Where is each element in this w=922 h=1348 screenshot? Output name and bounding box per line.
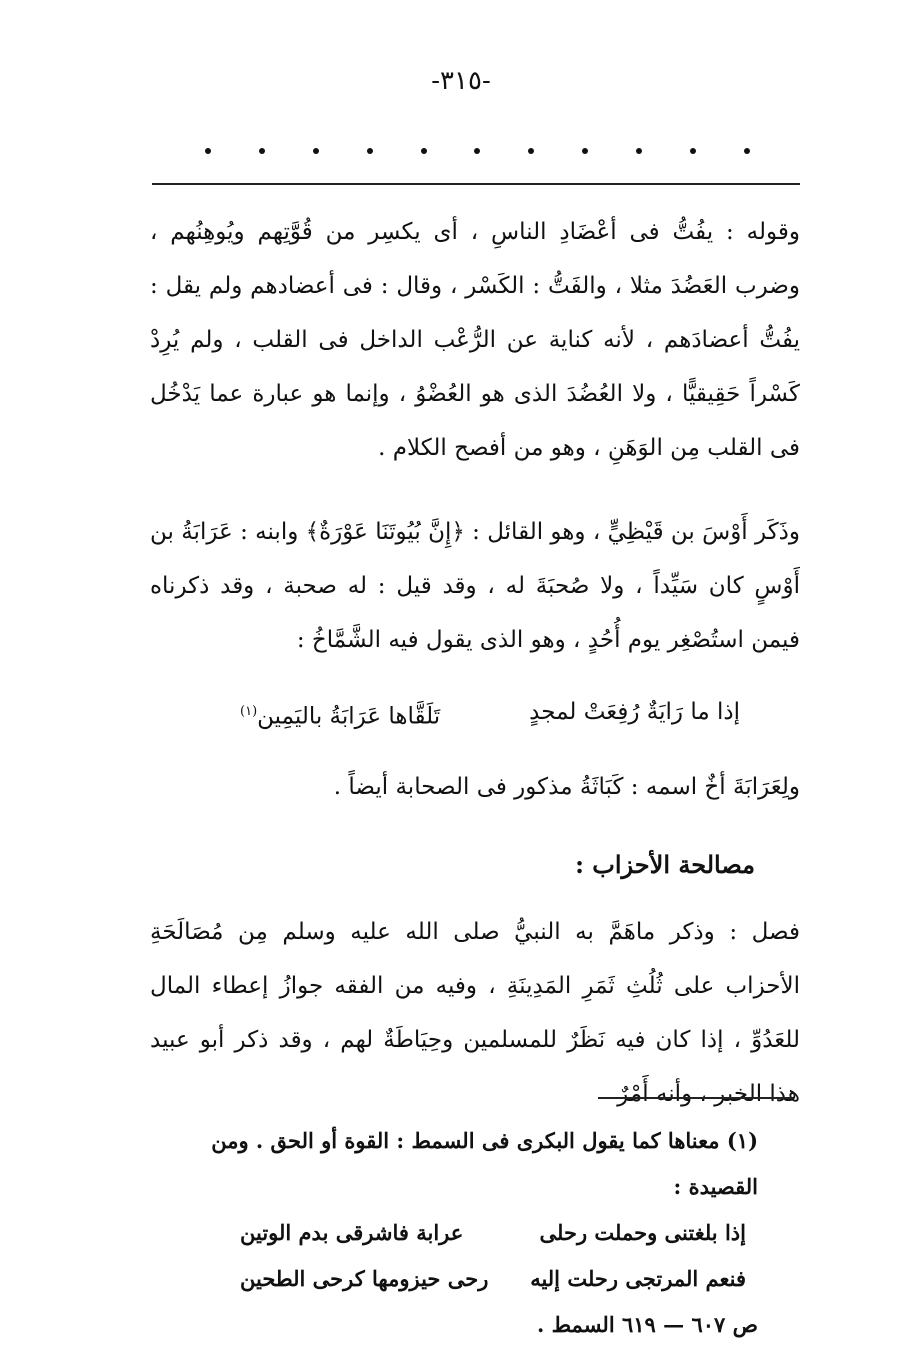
dot [636,148,642,154]
dot [690,148,696,154]
dot [205,148,211,154]
dot [582,148,588,154]
dot [744,148,750,154]
footnote-verse-1 [160,1210,758,1256]
dot [313,148,319,154]
paragraph-aws: وذَكَر أَوْسَ بن قَيْظِيٍّ ، وهو القائل : ﴿إِنَّ بُيُوتَنَا عَوْرَةٌ﴾ وابنه : عَرَابَةُ بن أَوْسٍ كان سَيِّداً ، ولا صُحبَةَ له ، وقد قيل : له صحبة ، وقد ذكرناه فيمن استُصْغِر يوم أُحُدٍ ، وهو الذى يقول فيه الشَّمَّاخُ : [150,519,800,653]
paragraph-fasl: فصل : وذكر ماهَمَّ به النبيُّ صلى الله عليه وسلم مِن مُصَالَحَةِ الأحزاب على ثُلُثِ ثَمَرِ المَدِينَةِ ، وفيه من الفقه جوازُ إعطاء المال للعَدُوِّ ، إذا كان فيه نَظَرٌ للمسلمين وحِيَاطَةٌ لهم ، وقد ذكر أبو عبيد هذا الخبر ، وأنه أَمْرٌ [150,919,800,1107]
verse-line [240,690,740,739]
footnote-verse-2 [160,1256,758,1302]
footnote-line: (١) معناها كما يقول البكرى فى السمط : القوة أو الحق . ومن القصيدة : [211,1128,758,1199]
page-number: -٣١٥- [431,66,491,96]
paragraph-kabatha: ولِعَرَابَةَ أخٌ اسمه : كَبَاثَةُ مذكور فى الصحابة أيضاً . [333,774,800,800]
verse-second-hemistich [240,690,440,739]
header-rule [152,183,800,185]
footnote-verse-1a: إذا بلغتنى وحملت رحلى [539,1220,746,1245]
footnote-reference: ص ٦٠٧ — ٦١٩ السمط . [537,1312,758,1337]
verse-second-text: تَلَقَّاها عَرَابَةُ باليَمِين [257,703,441,730]
header-dots [205,148,750,162]
footnote-mark: (١) [240,704,258,719]
dot [367,148,373,154]
verse-first-hemistich: إذا ما رَايَةٌ رُفِعَتْ لمجدٍ [529,699,740,725]
dot [474,148,480,154]
footnote-verse-1b: عرابة فاشرقى بدم الوتين [240,1220,464,1245]
dot [259,148,265,154]
footnote-verse-2b: رحى حيزومها كرحى الطحين [240,1266,489,1291]
dot [528,148,534,154]
paragraph-fut: وقوله : يفُتُّ فى أعْضَادِ الناسِ ، أى يكسِر من قُوَّتِهم ويُوهِنُهم ، وضرب العَضُدَ مثلا ، والفَتُّ : الكَسْر ، وقال : فى أعضادهم ولم يقل : يفُتُّ أعضادَهم ، لأنه كناية عن الرُّعْب الداخل فى القلب ، ولم يُرِدْ كَسْراً حَقِيقيًّا ، ولا العُضُدَ الذى هو العُضْوُ ، وإنما هو عبارة عما يَدْخُل فى القلب مِن الوَهَنِ ، وهو من أفصح الكلام . [150,219,800,461]
footnote [160,1118,758,1348]
footnote-rule [598,1097,793,1099]
footnote-verse-2a: فنعم المرتجى رحلت إليه [530,1266,746,1291]
section-heading: مصالحة الأحزاب : [575,850,755,879]
dot [421,148,427,154]
